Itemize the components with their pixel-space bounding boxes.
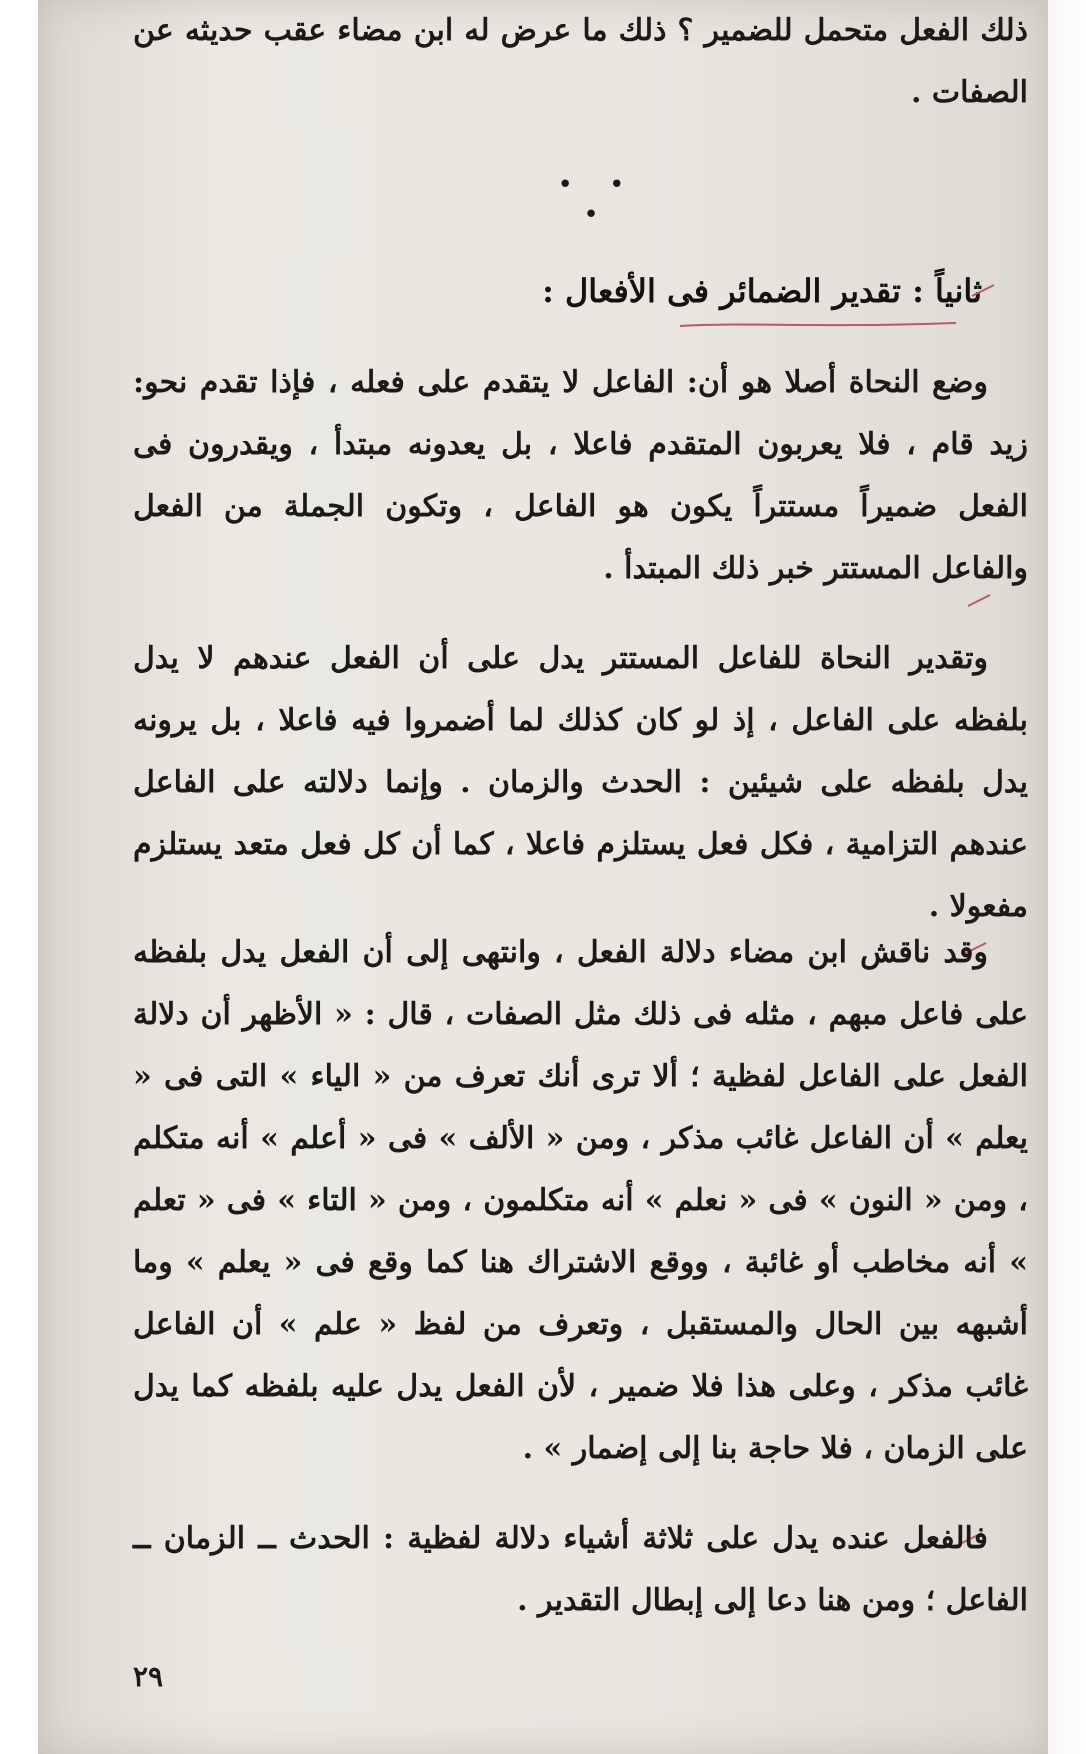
section-separator: • • •	[557, 170, 639, 230]
paragraph-top: ذلك الفعل متحمل للضمير ؟ ذلك ما عرض له ابن مضاء عقب حديثه عن الصفات .	[133, 13, 1028, 110]
heading-pencil-underline	[678, 318, 958, 330]
paragraph-5: فالفعل عنده يدل على ثلاثة أشياء دلالة لفظية : الحدث ــ الزمان ــ الفاعل ؛ ومن هنا دعا إلى إبطال التقدير .	[133, 1521, 1028, 1618]
page-number: ٢٩	[133, 1660, 164, 1693]
pencil-check-mark-icon	[970, 282, 996, 300]
book-page	[38, 0, 1048, 1754]
pencil-check-mark-icon	[966, 592, 992, 610]
paragraph-3: وتقدير النحاة للفاعل المستتر يدل على أن الفعل عندهم لا يدل بلفظه على الفاعل ، إذ لو كان كذلك لما أضمروا فيه فاعلا ، بل يرونه يدل بلفظه على شيئين : الحدث والزمان . وإنما دلالته على الفاعل عندهم التزامية ، فكل فعل يستلزم فاعلا ، كما أن كل فعل متعد يستلزم مفعولا .	[133, 641, 1028, 924]
section-heading: ثانياً : تقدير الضمائر فى الأفعال :	[542, 272, 982, 310]
paragraph-4: وقد ناقش ابن مضاء دلالة الفعل ، وانتهى إلى أن الفعل يدل بلفظه على فاعل مبهم ، مثله فى ذلك مثل الصفات ، قال : « الأظهر أن دلالة الفعل على الفاعل لفظية ؛ ألا ترى أنك تعرف من « الياء » التى فى « يعلم » أن الفاعل غائب مذكر ، ومن « الألف » فى « أعلم » أنه متكلم ، ومن « النون » فى « نعلم » أنه متكلمون ، ومن « التاء » فى « تعلم » أنه مخاطب أو غائبة ، ووقع الاشتراك هنا كما وقع فى « يعلم » وما أشبهه بين الحال والمستقبل ، وتعرف من لفظ « علم » أن الفاعل غائب مذكر ، وعلى هذا فلا ضمير ، لأن الفعل يدل عليه بلفظه كما يدل على الزمان ، فلا حاجة بنا إلى إضمار » .	[133, 935, 1028, 1466]
paragraph-2: وضع النحاة أصلا هو أن: الفاعل لا يتقدم على فعله ، فإذا تقدم نحو: زيد قام ، فلا يعربون المتقدم فاعلا ، بل يعدونه مبتدأ ، ويقدرون فى الفعل ضميراً مستتراً يكون هو الفاعل ، وتكون الجملة من الفعل والفاعل المستتر خبر ذلك المبتدأ .	[133, 365, 1028, 586]
